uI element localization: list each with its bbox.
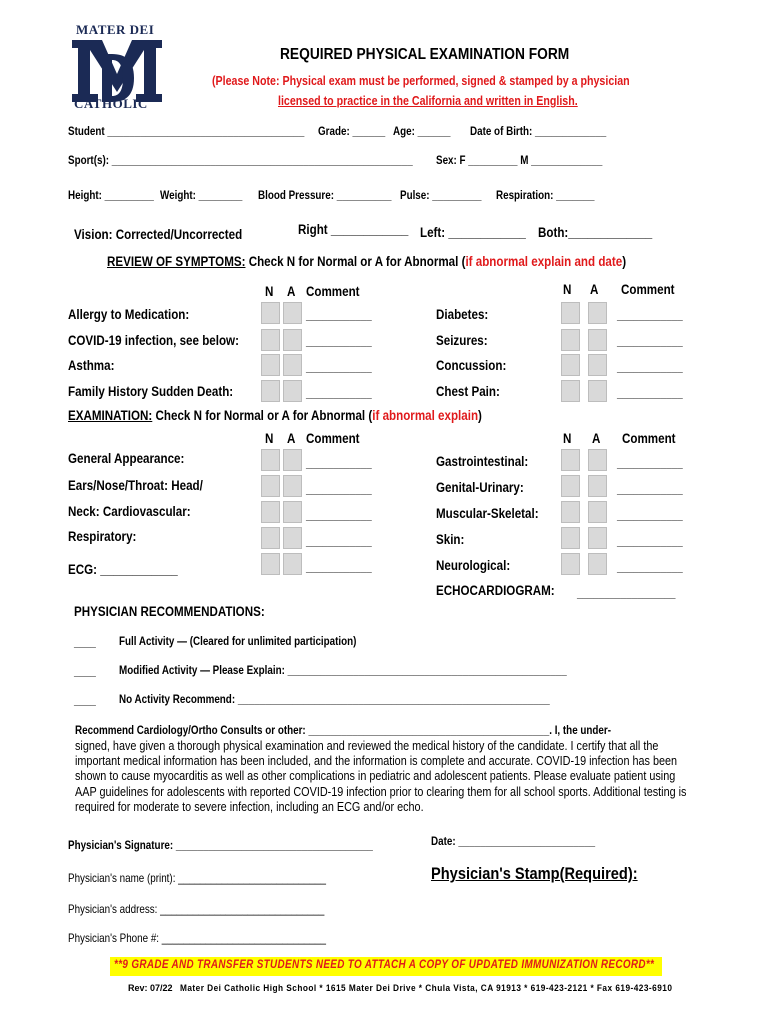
weight-field[interactable]: Weight: ________: [160, 188, 243, 202]
physician-stamp-label: Physician's Stamp(Required):: [431, 864, 638, 883]
symptom-family-history-n-checkbox[interactable]: [261, 380, 280, 402]
symptom-concussion-comment[interactable]: ____________: [617, 360, 683, 374]
symptom-diabetes-label: Diabetes:: [436, 307, 489, 322]
review-col-n-right: N: [563, 282, 572, 297]
exam-skin-comment[interactable]: ____________: [617, 534, 683, 548]
exam-respiratory-label: Respiratory:: [68, 529, 137, 544]
symptom-seizures-comment[interactable]: ____________: [617, 334, 683, 348]
exam-neurological-a-checkbox[interactable]: [588, 553, 607, 575]
symptom-diabetes-a-checkbox[interactable]: [588, 302, 607, 324]
exam-ent-n-checkbox[interactable]: [261, 475, 280, 497]
consult-field[interactable]: Recommend Cardiology/Ortho Consults or other: ____________________________________________. I, the under-: [75, 723, 612, 737]
exam-gastro-label: Gastrointestinal:: [436, 454, 529, 469]
student-field[interactable]: Student ____________________________________: [68, 124, 305, 138]
exam-ecg-a-checkbox[interactable]: [283, 553, 302, 575]
physician-name-field[interactable]: Physician's name (print): ___________________________: [68, 871, 326, 885]
exam-general-appearance-n-checkbox[interactable]: [261, 449, 280, 471]
symptom-asthma-comment[interactable]: ____________: [306, 360, 372, 374]
exam-genital-a-checkbox[interactable]: [588, 475, 607, 497]
symptom-diabetes-comment[interactable]: ____________: [617, 308, 683, 322]
review-col-comment-right: Comment: [621, 282, 675, 297]
exam-genital-n-checkbox[interactable]: [561, 475, 580, 497]
exam-ent-label: Ears/Nose/Throat: Head/: [68, 478, 203, 493]
exam-neurological-comment[interactable]: ____________: [617, 560, 683, 574]
note-line-2: licensed to practice in the California and written in English.: [278, 93, 578, 108]
exam-musculoskeletal-comment[interactable]: ____________: [617, 508, 683, 522]
exam-general-appearance-label: General Appearance:: [68, 451, 185, 466]
symptom-chest-pain-n-checkbox[interactable]: [561, 380, 580, 402]
echocardiogram-field[interactable]: __________________: [577, 586, 676, 600]
exam-genital-comment[interactable]: ____________: [617, 482, 683, 496]
exam-respiratory-comment[interactable]: ____________: [306, 534, 372, 548]
logo-top-text: MATER DEI: [76, 22, 155, 37]
symptom-asthma-n-checkbox[interactable]: [261, 354, 280, 376]
certification-paragraph: signed, have given a thorough physical examination and reviewed the medical history of the candidate. I certify that all the important medical information has been included, and the information is complete and accurate. COVID-19 infection has been shown to cause myocarditis as well as other complications in pediatric and adolescent patients. Please evaluate patient using AAP guidelines for adolescents with reported COVID-19 infection prior to clearing them for all school sports. Additional testing is required for moderate to severe infection, including an ECG and/or echo.: [75, 739, 687, 814]
symptom-concussion-n-checkbox[interactable]: [561, 354, 580, 376]
exam-general-appearance-a-checkbox[interactable]: [283, 449, 302, 471]
exam-col-a-right: A: [592, 431, 601, 446]
exam-ecg-n-checkbox[interactable]: [261, 553, 280, 575]
symptom-family-history-label: Family History Sudden Death:: [68, 384, 234, 399]
exam-neurological-n-checkbox[interactable]: [561, 553, 580, 575]
vision-left-field[interactable]: Left: ____________: [420, 225, 526, 240]
exam-musculoskeletal-n-checkbox[interactable]: [561, 501, 580, 523]
sex-field[interactable]: Sex: F _________ M _____________: [436, 153, 603, 167]
revision-label: Rev: 07/22: [128, 983, 173, 993]
review-col-a-right: A: [590, 282, 599, 297]
symptom-allergy-label: Allergy to Medication:: [68, 307, 190, 322]
symptom-seizures-label: Seizures:: [436, 333, 488, 348]
vision-label: Vision: Corrected/Uncorrected: [74, 227, 243, 242]
symptom-chest-pain-a-checkbox[interactable]: [588, 380, 607, 402]
recommendations-heading: PHYSICIAN RECOMMENDATIONS:: [74, 604, 265, 619]
exam-skin-label: Skin:: [436, 532, 465, 547]
symptom-covid-comment[interactable]: ____________: [306, 334, 372, 348]
no-activity-option[interactable]: No Activity Recommend: _________________________________________________________: [119, 692, 550, 706]
exam-col-a-left: A: [287, 431, 296, 446]
symptom-concussion-label: Concussion:: [436, 358, 507, 373]
dob-field[interactable]: Date of Birth: _____________: [470, 124, 607, 138]
exam-col-n-right: N: [563, 431, 572, 446]
review-col-comment-left: Comment: [306, 284, 360, 299]
immunization-banner-text: **9 GRADE AND TRANSFER STUDENTS NEED TO ATTACH A COPY OF UPDATED IMMUNIZATION RECORD**: [114, 959, 655, 971]
vision-right-field[interactable]: Right ____________: [298, 222, 409, 237]
exam-heading: EXAMINATION: Check N for Normal or A for Abnormal (if abnormal explain): [68, 408, 482, 423]
symptom-family-history-comment[interactable]: ____________: [306, 386, 372, 400]
age-field[interactable]: Age: ______: [393, 124, 451, 138]
exam-respiratory-a-checkbox[interactable]: [283, 527, 302, 549]
exam-skin-a-checkbox[interactable]: [588, 527, 607, 549]
exam-general-appearance-comment[interactable]: ____________: [306, 456, 372, 470]
exam-neck-cardio-n-checkbox[interactable]: [261, 501, 280, 523]
immunization-banner: [110, 957, 662, 976]
symptom-seizures-n-checkbox[interactable]: [561, 329, 580, 351]
pulse-field[interactable]: Pulse: _________: [400, 188, 482, 202]
exam-gastro-a-checkbox[interactable]: [588, 449, 607, 471]
symptom-allergy-a-checkbox[interactable]: [283, 302, 302, 324]
symptom-seizures-a-checkbox[interactable]: [588, 329, 607, 351]
exam-gastro-n-checkbox[interactable]: [561, 449, 580, 471]
no-activity-blank[interactable]: ____: [74, 693, 96, 707]
symptom-covid-n-checkbox[interactable]: [261, 329, 280, 351]
echocardiogram-label: ECHOCARDIOGRAM:: [436, 583, 555, 598]
exam-ecg-field[interactable]: ECG: ____________: [68, 562, 178, 577]
exam-ent-a-checkbox[interactable]: [283, 475, 302, 497]
exam-respiratory-n-checkbox[interactable]: [261, 527, 280, 549]
exam-gastro-comment[interactable]: ____________: [617, 456, 683, 470]
physician-signature-field[interactable]: Physician's Signature: ____________________________________: [68, 838, 373, 852]
date-field[interactable]: Date: _________________________: [431, 834, 596, 848]
md-monogram-icon: [72, 40, 162, 102]
symptom-asthma-a-checkbox[interactable]: [283, 354, 302, 376]
school-logo: [68, 22, 168, 112]
symptom-concussion-a-checkbox[interactable]: [588, 354, 607, 376]
symptom-chest-pain-comment[interactable]: ____________: [617, 386, 683, 400]
symptom-asthma-label: Asthma:: [68, 358, 115, 373]
page-title: REQUIRED PHYSICAL EXAMINATION FORM: [280, 46, 570, 63]
symptom-diabetes-n-checkbox[interactable]: [561, 302, 580, 324]
school-address-footer: Mater Dei Catholic High School * 1615 Mater Dei Drive * Chula Vista, CA 91913 * 619-423-2121 * Fax 619-423-6910: [180, 983, 673, 993]
full-activity-blank[interactable]: ____: [74, 635, 96, 649]
vision-both-field[interactable]: Both:_____________: [538, 225, 653, 240]
symptom-covid-a-checkbox[interactable]: [283, 329, 302, 351]
note-line-1: (Please Note: Physical exam must be performed, signed & stamped by a physician: [212, 73, 630, 88]
blood-pressure-field[interactable]: Blood Pressure: __________: [258, 188, 392, 202]
logo-bottom-text: CATHOLIC: [74, 96, 148, 111]
exam-musculoskeletal-a-checkbox[interactable]: [588, 501, 607, 523]
exam-col-n-left: N: [265, 431, 274, 446]
symptom-covid-label: COVID-19 infection, see below:: [68, 333, 239, 348]
exam-col-comment-left: Comment: [306, 431, 360, 446]
height-field[interactable]: Height: _________: [68, 188, 154, 202]
symptom-allergy-comment[interactable]: ____________: [306, 308, 372, 322]
physician-phone-field[interactable]: Physician's Phone #: ______________________________: [68, 931, 326, 945]
exam-col-comment-right: Comment: [622, 431, 676, 446]
modified-activity-option[interactable]: Modified Activity — Please Explain: ___________________________________________________: [119, 663, 567, 677]
physician-address-field[interactable]: Physician's address: ______________________________: [68, 902, 325, 916]
symptom-family-history-a-checkbox[interactable]: [283, 380, 302, 402]
review-heading: REVIEW OF SYMPTOMS: Check N for Normal or A for Abnormal (if abnormal explain and date): [107, 254, 627, 269]
symptom-chest-pain-label: Chest Pain:: [436, 384, 500, 399]
exam-ent-comment[interactable]: ____________: [306, 482, 372, 496]
exam-neck-cardio-label: Neck: Cardiovascular:: [68, 504, 191, 519]
modified-activity-blank[interactable]: ____: [74, 664, 96, 678]
exam-neck-cardio-comment[interactable]: ____________: [306, 508, 372, 522]
exam-ecg-comment[interactable]: ____________: [306, 560, 372, 574]
sports-field[interactable]: Sport(s): _______________________________________________________: [68, 153, 413, 167]
respiration-field[interactable]: Respiration: _______: [496, 188, 595, 202]
exam-neck-cardio-a-checkbox[interactable]: [283, 501, 302, 523]
exam-skin-n-checkbox[interactable]: [561, 527, 580, 549]
exam-neurological-label: Neurological:: [436, 558, 511, 573]
grade-field[interactable]: Grade: ______: [318, 124, 386, 138]
exam-genital-label: Genital-Urinary:: [436, 480, 524, 495]
exam-musculoskeletal-label: Muscular-Skeletal:: [436, 506, 539, 521]
review-col-n-left: N: [265, 284, 274, 299]
symptom-allergy-n-checkbox[interactable]: [261, 302, 280, 324]
review-col-a-left: A: [287, 284, 296, 299]
full-activity-option: Full Activity — (Cleared for unlimited participation): [119, 634, 357, 648]
